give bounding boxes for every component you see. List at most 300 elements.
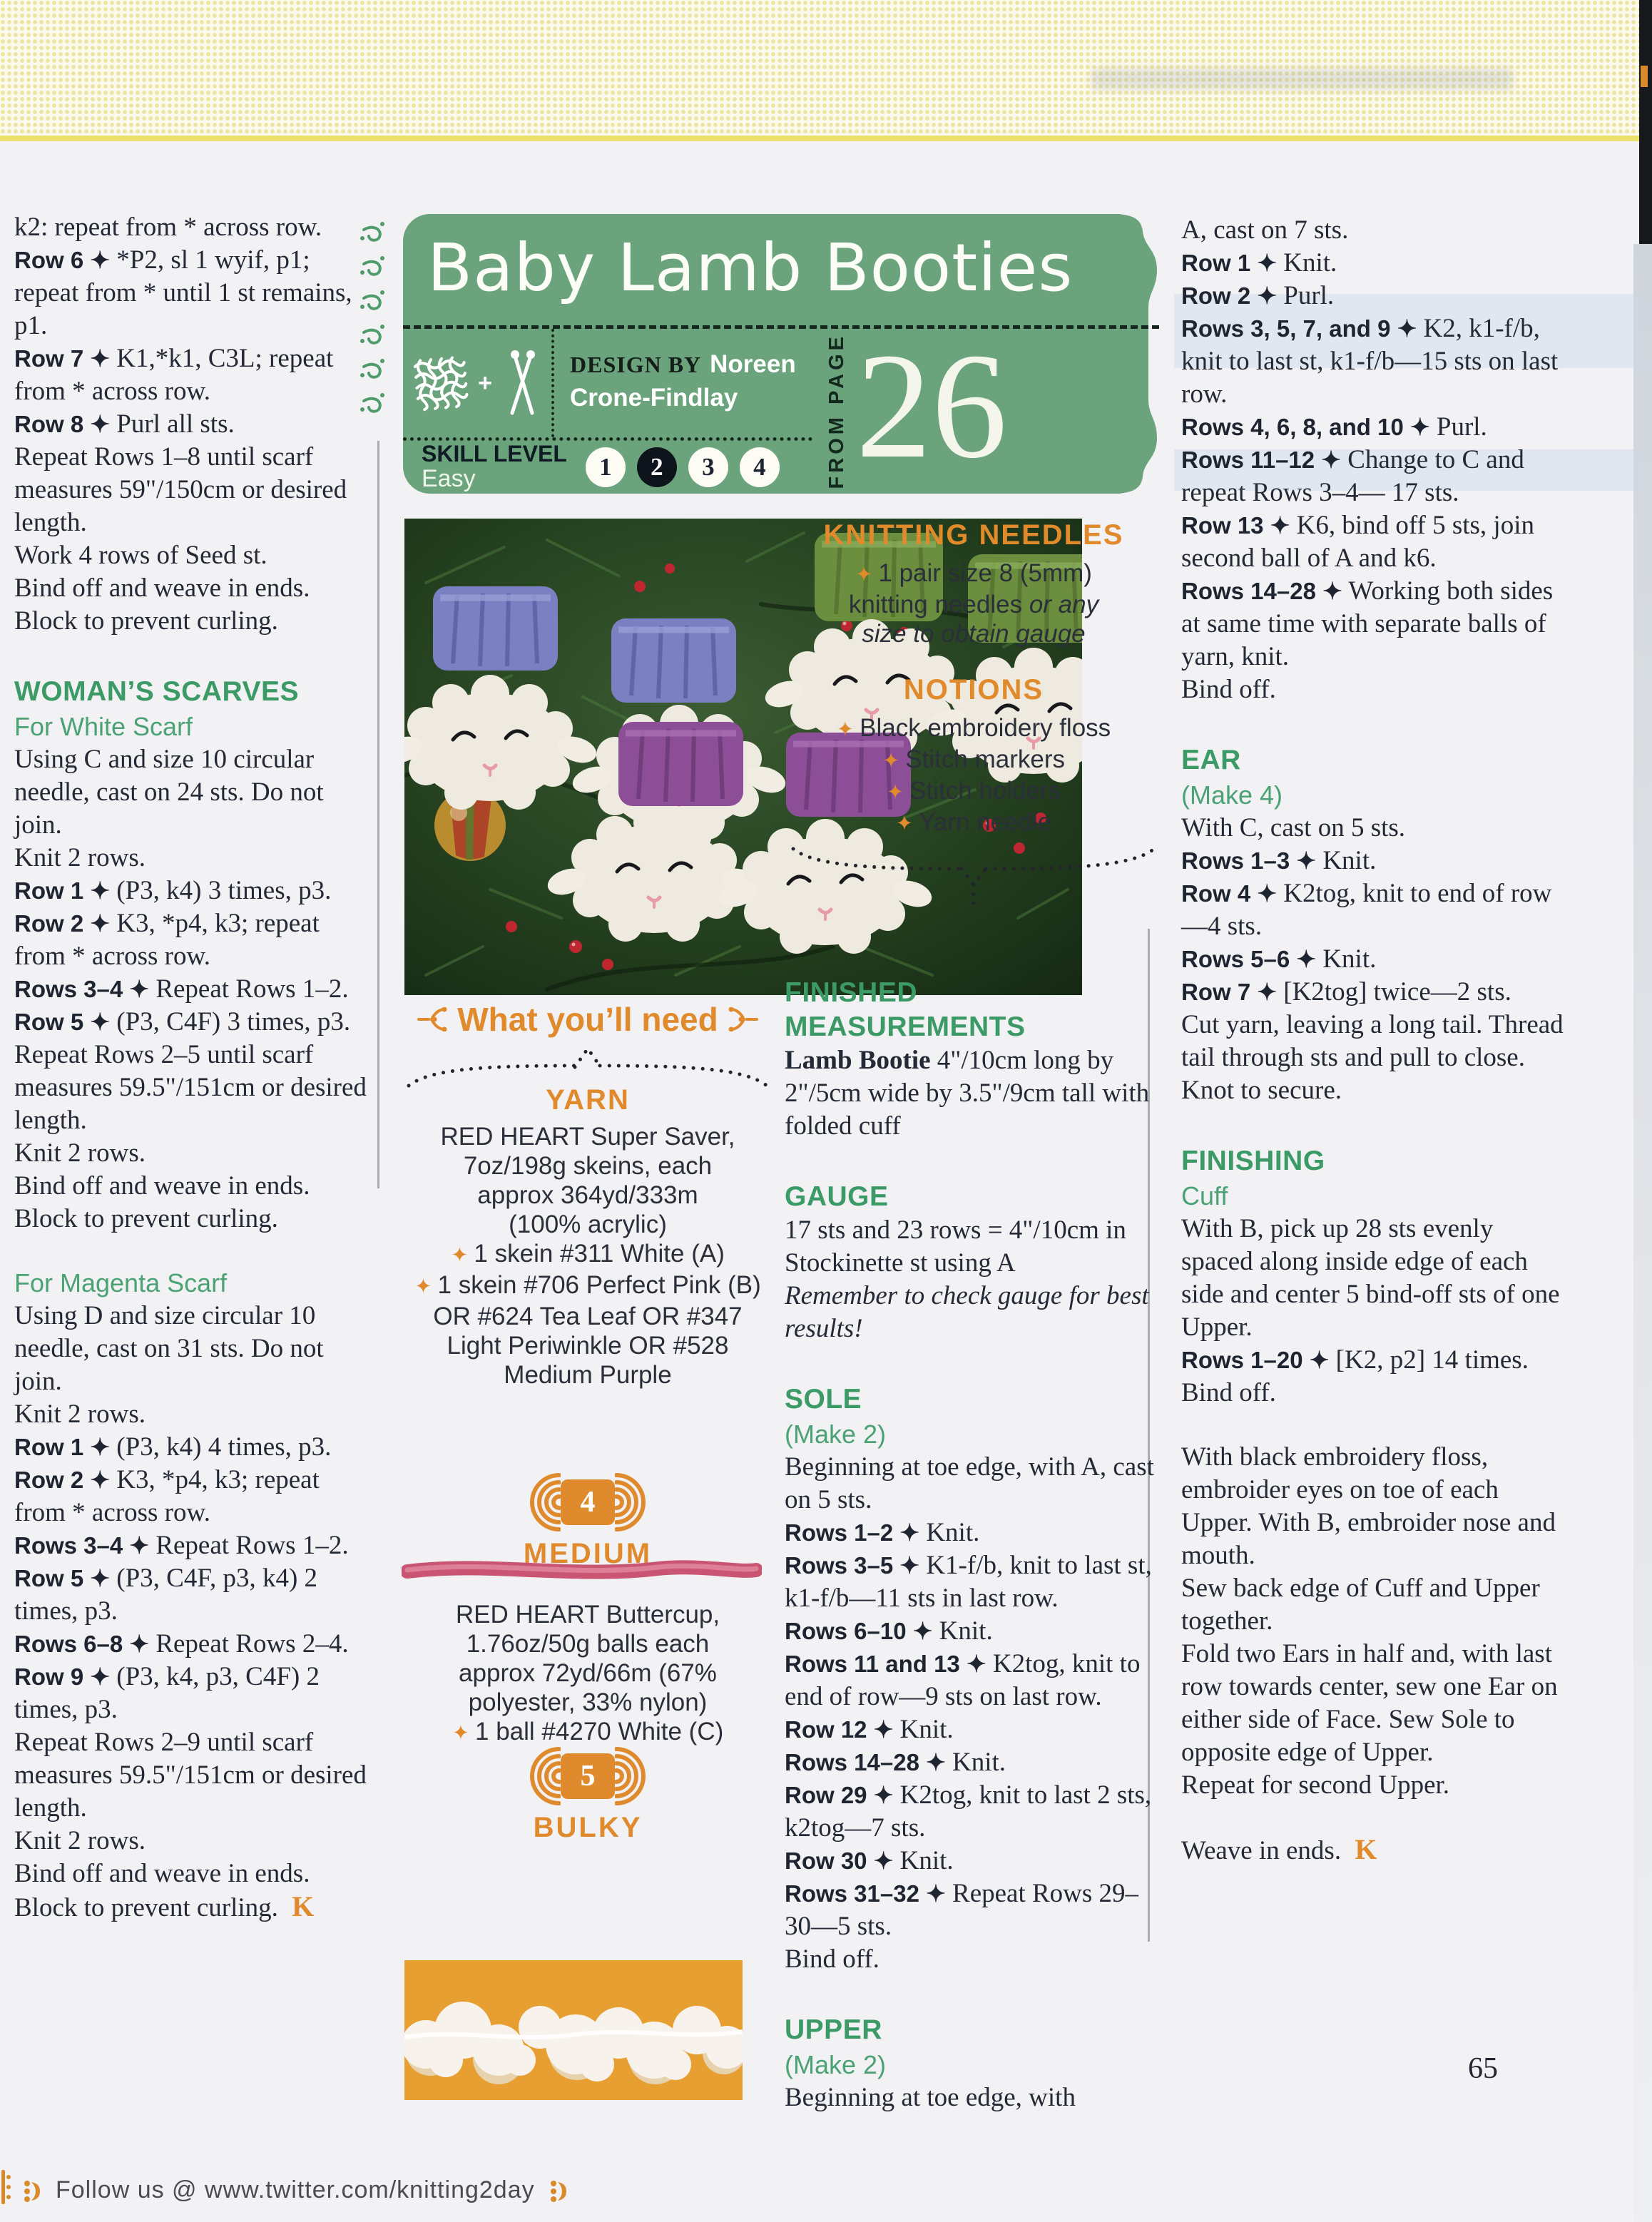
line-text: Remember to check gauge for best results!	[785, 1281, 1149, 1343]
pattern-line	[1181, 1802, 1570, 1833]
line-text: Beginning at toe edge, with	[785, 2083, 1076, 2112]
line-text: Cuff	[1181, 1181, 1228, 1211]
pattern-line	[1181, 280, 1570, 312]
line-text: *P2, sl 1 wyif, p1; repeat from * until 1 st remains, p1.	[14, 245, 352, 340]
line-text: Bind off and weave in ends.	[14, 1171, 310, 1201]
supply-line	[402, 1658, 774, 1688]
line-text: Block to prevent curling.	[14, 1893, 278, 1922]
needles-notions-section	[783, 519, 1164, 911]
pattern-line	[14, 907, 375, 973]
row-label: Row 30 ✦	[785, 1848, 894, 1874]
skill-level-number: 3	[702, 453, 715, 481]
pattern-line	[14, 743, 375, 842]
row-label: Row 5 ✦	[14, 1009, 110, 1035]
bullet-icon: ✦	[882, 750, 900, 773]
supply-text: Stitch holders	[909, 777, 1061, 805]
pattern-line	[14, 1300, 375, 1398]
right-instructions-column	[1181, 214, 1570, 1867]
supply-text: 1 ball #4270 White (C)	[475, 1718, 724, 1746]
yarn-weight-bulky	[402, 1745, 774, 1844]
pattern-line	[14, 1398, 375, 1431]
skill-level-dots	[586, 447, 780, 487]
line-text: 4"/10cm long by 2"/5cm wide by 3.5"/9cm tall with folded cuff	[785, 1046, 1150, 1141]
row-label: Rows 1–2 ✦	[785, 1519, 920, 1546]
yarn-section	[402, 1084, 774, 1390]
skill-level-number: 2	[651, 453, 663, 481]
supply-line	[402, 1239, 774, 1270]
row-label: Rows 4, 6, 8, and 10 ✦	[1181, 414, 1430, 440]
line-text: Knit 2 rows.	[14, 1826, 146, 1855]
pattern-line	[14, 244, 375, 342]
line-text: Beginning at toe edge, with A, cast on 5 sts.	[785, 1452, 1154, 1514]
row-label: Rows 1–3 ✦	[1181, 847, 1317, 874]
pattern-line	[1181, 1769, 1570, 1802]
line-text: K2tog, knit to last 2 sts, k2tog—7 sts.	[785, 1780, 1152, 1843]
pattern-line	[14, 1267, 375, 1300]
supply-text: (100% acrylic)	[509, 1211, 667, 1238]
line-text: Bind off and weave in ends.	[14, 1859, 310, 1888]
skill-level-number: 1	[599, 453, 612, 481]
row-label: Rows 11–12 ✦	[1181, 447, 1341, 473]
skill-level-label: SKILL LEVEL	[422, 441, 567, 467]
line-text: FINISHED MEASUREMENTS	[785, 977, 1026, 1042]
pattern-line	[1181, 673, 1570, 706]
line-text: Change to C and repeat Rows 3–4— 17 sts.	[1181, 445, 1524, 507]
skill-level-dot	[740, 447, 780, 487]
skill-level-dot	[637, 447, 677, 487]
pattern-line	[14, 539, 375, 572]
pattern-line	[785, 1943, 1157, 1976]
row-label: Row 12 ✦	[785, 1716, 894, 1743]
supply-text: polyester, 33% nylon)	[468, 1688, 708, 1716]
line-text: Purl all sts.	[116, 409, 235, 439]
pattern-line	[14, 572, 375, 605]
supply-line	[402, 1210, 774, 1239]
line-text: Purl.	[1436, 412, 1487, 442]
line-text: GAUGE	[785, 1181, 889, 1212]
line-text: FINISHING	[1181, 1146, 1325, 1176]
line-text: Repeat Rows 2–4.	[155, 1629, 349, 1658]
skill-level-value: Easy	[422, 464, 476, 492]
line-text: Knit.	[1322, 846, 1377, 875]
supply-text: Black embroidery floss	[860, 714, 1111, 742]
line-text: With B, pick up 28 sts evenly spaced along inside edge of each side and center 5 bind-off sts of one Upper.	[1181, 1214, 1560, 1342]
row-label: Row 29 ✦	[785, 1782, 894, 1808]
line-text: (P3, k4, p3, C4F) 2 times, p3.	[14, 1662, 320, 1724]
page-number: 65	[1468, 2052, 1498, 2085]
pattern-line	[785, 1280, 1157, 1345]
line-text: (P3, k4) 3 times, p3.	[116, 876, 332, 905]
row-label: Row 9 ✦	[14, 1663, 110, 1690]
bullet-icon: ✦	[451, 1244, 469, 1267]
supply-line	[402, 1600, 774, 1629]
pattern-line	[14, 875, 375, 907]
yarn-list	[402, 1122, 774, 1390]
line-text: Using C and size 10 circular needle, cast on 24 sts. Do not join.	[14, 745, 324, 840]
supply-text: 1 skein #706 Perfect Pink (B)	[437, 1271, 761, 1299]
pattern-line	[14, 1464, 375, 1529]
line-text: Knit.	[1283, 248, 1337, 277]
skein-loops-left-icon	[529, 1745, 561, 1808]
pattern-line	[785, 2013, 1157, 2047]
footer-text: Follow us @ www.twitter.com/knitting2day	[56, 2176, 535, 2203]
pattern-line	[14, 408, 375, 441]
end-ornament: K	[1355, 1833, 1377, 1865]
supply-line	[402, 1122, 774, 1151]
pattern-line	[785, 1214, 1157, 1280]
pattern-line	[1181, 1410, 1570, 1441]
pattern-line	[14, 1137, 375, 1170]
line-text: Bind off.	[1181, 675, 1276, 704]
yarn-weight-number: 5	[580, 1760, 596, 1793]
bullet-icon: ✦	[886, 781, 904, 804]
line-text: Knit.	[939, 1616, 993, 1646]
row-label: Row 5 ✦	[14, 1565, 110, 1591]
line-text: For White Scarf	[14, 712, 193, 741]
row-label: Row 6 ✦	[14, 247, 110, 273]
line-text: For Magenta Scarf	[14, 1268, 228, 1298]
line-text: With C, cast on 5 sts.	[1181, 813, 1406, 842]
supply-text-italic: or any	[1029, 591, 1099, 618]
bullet-icon: ✦	[855, 564, 873, 586]
design-credit	[554, 329, 812, 437]
skein-loops-right-icon	[615, 1471, 646, 1534]
pattern-line	[785, 1877, 1157, 1943]
line-text: SOLE	[785, 1384, 862, 1415]
pattern-line	[785, 1517, 1157, 1549]
line-text: K6, bind off 5 sts, join second ball of A and k6.	[1181, 511, 1534, 573]
row-label: Rows 3–4 ✦	[14, 976, 150, 1002]
pattern-line	[14, 1726, 375, 1825]
pattern-line	[785, 1713, 1157, 1746]
row-label: Rows 6–10 ✦	[785, 1618, 933, 1644]
page-gutter-shadow	[1633, 244, 1652, 2222]
line-text: Bind off.	[1181, 1378, 1276, 1407]
line-text: (Make 2)	[785, 1420, 887, 1449]
skill-level-dot	[688, 447, 728, 487]
page-crease	[377, 441, 379, 1188]
bullet-icon: ✦	[452, 1722, 470, 1745]
row-label: Row 2 ✦	[1181, 282, 1277, 309]
row-label: Rows 14–28 ✦	[785, 1749, 946, 1775]
line-text: K2tog, knit to end of row—4 sts.	[1181, 879, 1552, 941]
pattern-line	[1181, 509, 1570, 575]
yarn-weight-number: 4	[580, 1486, 596, 1519]
pattern-line	[785, 1549, 1157, 1615]
pattern-line	[14, 973, 375, 1006]
pattern-line	[1181, 411, 1570, 444]
yarn-weight-label: BULKY	[533, 1812, 643, 1843]
pattern-line	[785, 1615, 1157, 1648]
pattern-line	[14, 1825, 375, 1857]
supply-line	[783, 619, 1164, 648]
designer-name: Noreen Crone-Findlay	[570, 350, 796, 412]
line-text: Repeat Rows 2–5 until scarf measures 59.5"/151cm or desired length.	[14, 1040, 367, 1135]
line-text: Knit 2 rows.	[14, 1400, 146, 1429]
supply-text: RED HEART Super Saver,	[440, 1123, 735, 1151]
pattern-line	[785, 1845, 1157, 1877]
line-text: Sew back edge of Cuff and Upper together.	[1181, 1574, 1540, 1636]
pattern-line	[1181, 743, 1570, 778]
line-text: Knit.	[952, 1748, 1006, 1777]
pattern-line	[14, 1857, 375, 1890]
footer	[0, 2159, 1652, 2222]
row-label: Row 7 ✦	[14, 345, 110, 372]
line-text: Knit 2 rows.	[14, 1138, 146, 1168]
row-label: Rows 11 and 13 ✦	[785, 1651, 986, 1677]
pattern-line	[1181, 845, 1570, 877]
line-text: (Make 2)	[785, 2050, 887, 2079]
line-text: K3, *p4, k3; repeat from * across row.	[14, 909, 320, 971]
supply-text: approx 72yd/66m (67%	[459, 1659, 717, 1687]
pattern-line	[14, 441, 375, 539]
line-text: K2, k1-f/b, knit to last st, k1-f/b—15 sts on last row.	[1181, 314, 1559, 409]
pattern-line	[14, 1529, 375, 1562]
row-label: Rows 6–8 ✦	[14, 1631, 150, 1657]
yarn2-section	[402, 1600, 774, 1748]
line-text: Block to prevent curling.	[14, 606, 278, 636]
pattern-line	[14, 842, 375, 875]
line-text: 17 sts and 23 rows = 4"/10cm in Stockinette st using A	[785, 1216, 1126, 1278]
pattern-line	[785, 2049, 1157, 2081]
yarn-weight-label: MEDIUM	[523, 1538, 653, 1569]
bullet-icon: ✦	[895, 812, 914, 835]
line-text: Weave in ends.	[1181, 1836, 1342, 1865]
row-label: Row 2 ✦	[14, 910, 110, 937]
pattern-line	[14, 1628, 375, 1661]
skill-level-number: 4	[753, 453, 766, 481]
pattern-line	[1181, 779, 1570, 812]
supply-line	[783, 745, 1164, 776]
pattern-line	[785, 1180, 1157, 1214]
line-text: Repeat Rows 1–8 until scarf measures 59"/150cm or desired length.	[14, 442, 347, 537]
line-text: Repeat Rows 2–9 until scarf measures 59.5"/151cm or desired length.	[14, 1728, 367, 1823]
supply-line	[783, 590, 1164, 619]
supply-text: Stitch markers	[905, 745, 1065, 773]
line-text: Purl.	[1283, 281, 1335, 310]
row-label: Row 1 ✦	[1181, 250, 1277, 276]
supply-line	[402, 1270, 774, 1302]
supply-text: Yarn needle	[919, 808, 1052, 836]
pattern-line	[785, 1451, 1157, 1517]
pattern-line	[1181, 1009, 1570, 1107]
supply-text: approx 364yd/333m	[477, 1181, 698, 1209]
line-text: Repeat for second Upper.	[1181, 1770, 1450, 1800]
supply-line	[402, 1360, 774, 1390]
banner-cap-shape	[1118, 214, 1160, 494]
bullet-icon: ✦	[836, 718, 855, 741]
notions-heading: NOTIONS	[903, 674, 1044, 705]
pattern-line	[1181, 1144, 1570, 1178]
line-text: Knit 2 rows.	[14, 843, 146, 872]
pattern-line	[785, 976, 1157, 1044]
knitting-needles-heading: KNITTING NEEDLES	[823, 519, 1124, 551]
line-text: Work 4 rows of Seed st.	[14, 541, 267, 570]
row-label: Row 4 ✦	[1181, 880, 1277, 907]
row-label: Rows 31–32 ✦	[785, 1880, 946, 1907]
line-text: Block to prevent curling.	[14, 1204, 278, 1233]
supply-text: 7oz/198g skeins, each	[463, 1152, 713, 1180]
footer-ornament-icon	[548, 2176, 569, 2205]
notions-list	[783, 713, 1164, 839]
showthrough-ghost	[1091, 68, 1512, 90]
sprig-left-icon	[417, 1007, 447, 1031]
design-by-label: DESIGN BY	[570, 352, 702, 377]
pattern-title-banner	[403, 214, 1120, 494]
from-page-label: FROM PAGE	[825, 333, 848, 489]
row-label: Row 1 ✦	[14, 877, 110, 904]
supply-text: knitting needles	[848, 591, 1029, 618]
supply-line	[402, 1331, 774, 1360]
line-text: K1-f/b, knit to last st, k1-f/b—11 sts in last row.	[785, 1551, 1152, 1613]
needles-list	[783, 559, 1164, 648]
pattern-line	[1181, 1180, 1570, 1213]
line-text: Bind off and weave in ends.	[14, 574, 310, 603]
buttercup-yarn-photo	[404, 1960, 743, 2100]
line-text: (P3, k4) 4 times, p3.	[116, 1432, 332, 1462]
supply-line	[783, 807, 1164, 839]
pattern-line	[14, 1203, 375, 1235]
supply-text: 1.76oz/50g balls each	[466, 1630, 710, 1658]
dotted-brace-close	[783, 839, 1164, 907]
scan-edge-dark	[1639, 0, 1652, 244]
pattern-line	[1181, 1377, 1570, 1410]
line-text: UPPER	[785, 2014, 882, 2045]
pattern-line	[1181, 1344, 1570, 1377]
yarn-skein-icon	[402, 1745, 774, 1808]
pattern-line	[1181, 312, 1570, 411]
line-text: Repeat Rows 1–2.	[155, 974, 349, 1004]
row-label: Rows 3–4 ✦	[14, 1532, 150, 1559]
skill-level-dot	[586, 447, 626, 487]
pattern-line	[1181, 877, 1570, 943]
row-label: Rows 14–28 ✦	[1181, 578, 1342, 604]
plus-icon: +	[478, 369, 492, 397]
pattern-line	[1181, 1441, 1570, 1572]
supply-line	[402, 1688, 774, 1717]
supply-text: OR #624 Tea Leaf OR #347	[433, 1303, 743, 1330]
dotted-brace-open	[402, 1039, 774, 1091]
line-text: K2tog, knit to end of row—9 sts on last row.	[785, 1649, 1141, 1711]
line-text: [K2, p2] 14 times.	[1335, 1345, 1529, 1375]
pattern-line	[1181, 1638, 1570, 1769]
supply-line	[402, 1181, 774, 1210]
line-text: With black embroidery floss, embroider eyes on toe of each Upper. With B, embroider nose and mouth.	[1181, 1442, 1556, 1570]
line-text: Fold two Ears in half and, with last row towards center, sew one Ear on either side of Face. Sew Sole to opposite edge of Upper.	[1181, 1639, 1558, 1767]
pattern-line	[785, 1779, 1157, 1845]
pattern-line	[14, 211, 375, 244]
supply-text: 1 skein #311 White (A)	[474, 1240, 725, 1268]
pattern-line	[1181, 812, 1570, 845]
line-text: Cut yarn, leaving a long tail. Thread tail through sts and pull to close. Knot to secure.	[1181, 1010, 1564, 1105]
pattern-line	[1181, 1833, 1570, 1867]
pattern-line	[1181, 1213, 1570, 1344]
what-youll-need-header	[402, 1000, 774, 1095]
line-text: (P3, C4F, p3, k4) 2 times, p3.	[14, 1564, 318, 1626]
supply-text: Light Periwinkle OR #528	[447, 1332, 729, 1360]
line-text: Repeat Rows 29–30—5 sts.	[785, 1879, 1139, 1941]
line-text: Working both sides at same time with separate balls of yarn, knit.	[1181, 576, 1554, 671]
line-text: Knit.	[1322, 944, 1377, 974]
pattern-line	[14, 1170, 375, 1203]
left-instructions-column	[14, 211, 375, 1925]
pattern-line	[14, 710, 375, 743]
supply-line	[402, 1717, 774, 1748]
line-text: K3, *p4, k3; repeat from * across row.	[14, 1465, 320, 1527]
from-page-number: 26	[856, 322, 1007, 490]
line-text: WOMAN’S SCARVES	[14, 676, 299, 707]
end-ornament: K	[292, 1890, 315, 1922]
pattern-line	[785, 1648, 1157, 1713]
line-text: EAR	[1181, 745, 1241, 775]
supply-line	[402, 1151, 774, 1181]
supply-text: Medium Purple	[504, 1361, 672, 1389]
pattern-line	[1181, 976, 1570, 1009]
line-text: Using D and size circular 10 needle, cast on 31 sts. Do not join.	[14, 1301, 324, 1396]
row-label: Rows 3, 5, 7, and 9 ✦	[1181, 315, 1417, 342]
row-label: Row 7 ✦	[1181, 979, 1277, 1005]
supply-line	[402, 1302, 774, 1331]
sprig-right-icon	[728, 1007, 758, 1031]
bold-lead: Lamb Bootie	[785, 1046, 931, 1075]
line-text: Knit.	[899, 1846, 954, 1875]
what-youll-need-title: What you’ll need	[457, 1001, 718, 1038]
pattern-line	[1181, 444, 1570, 509]
footer-ornament-icon	[21, 2176, 43, 2205]
pattern-line	[1181, 214, 1570, 247]
pattern-line	[785, 1418, 1157, 1451]
pattern-title: Baby Lamb Booties	[427, 230, 1074, 306]
row-label: Row 1 ✦	[14, 1434, 110, 1460]
row-label: Rows 3–5 ✦	[785, 1552, 920, 1579]
line-text: Knit.	[926, 1518, 980, 1547]
line-text: K1,*k1, C3L; repeat from * across row.	[14, 344, 334, 406]
row-label: Row 2 ✦	[14, 1467, 110, 1493]
pattern-line	[785, 1044, 1157, 1143]
craft-icons	[403, 329, 554, 437]
row-label: Rows 1–20 ✦	[1181, 1347, 1330, 1373]
pattern-line	[14, 1039, 375, 1137]
pattern-instructions-column	[785, 939, 1157, 2114]
knit-swatch-icon	[411, 353, 471, 413]
supply-text: RED HEART Buttercup,	[455, 1601, 720, 1629]
pattern-line	[1181, 1572, 1570, 1638]
line-text: k2: repeat from * across row.	[14, 213, 322, 242]
line-text: A, cast on 7 sts.	[1181, 215, 1349, 245]
line-text: Knit.	[899, 1715, 954, 1744]
line-text: Repeat Rows 1–2.	[155, 1531, 349, 1560]
pattern-line	[14, 605, 375, 638]
skein-loops-right-icon	[615, 1745, 646, 1808]
pattern-line	[14, 1890, 375, 1925]
line-text: (P3, C4F) 3 times, p3.	[116, 1007, 351, 1036]
pattern-line	[14, 1661, 375, 1726]
bullet-icon: ✦	[414, 1275, 432, 1298]
scan-edge-tick	[1641, 66, 1648, 87]
row-label: Row 13 ✦	[1181, 512, 1290, 539]
skein-loops-left-icon	[529, 1471, 561, 1534]
pattern-line	[14, 1431, 375, 1464]
line-text: [K2tog] twice—2 sts.	[1283, 977, 1511, 1006]
supply-line	[783, 776, 1164, 807]
supply-line	[783, 713, 1164, 745]
supply-text-italic: size to obtain gauge	[862, 620, 1086, 648]
pattern-line	[14, 675, 375, 709]
pink-yarn-strand	[402, 1556, 762, 1584]
pattern-line	[14, 1006, 375, 1039]
pattern-line	[785, 1382, 1157, 1417]
pattern-line	[785, 2081, 1157, 2114]
